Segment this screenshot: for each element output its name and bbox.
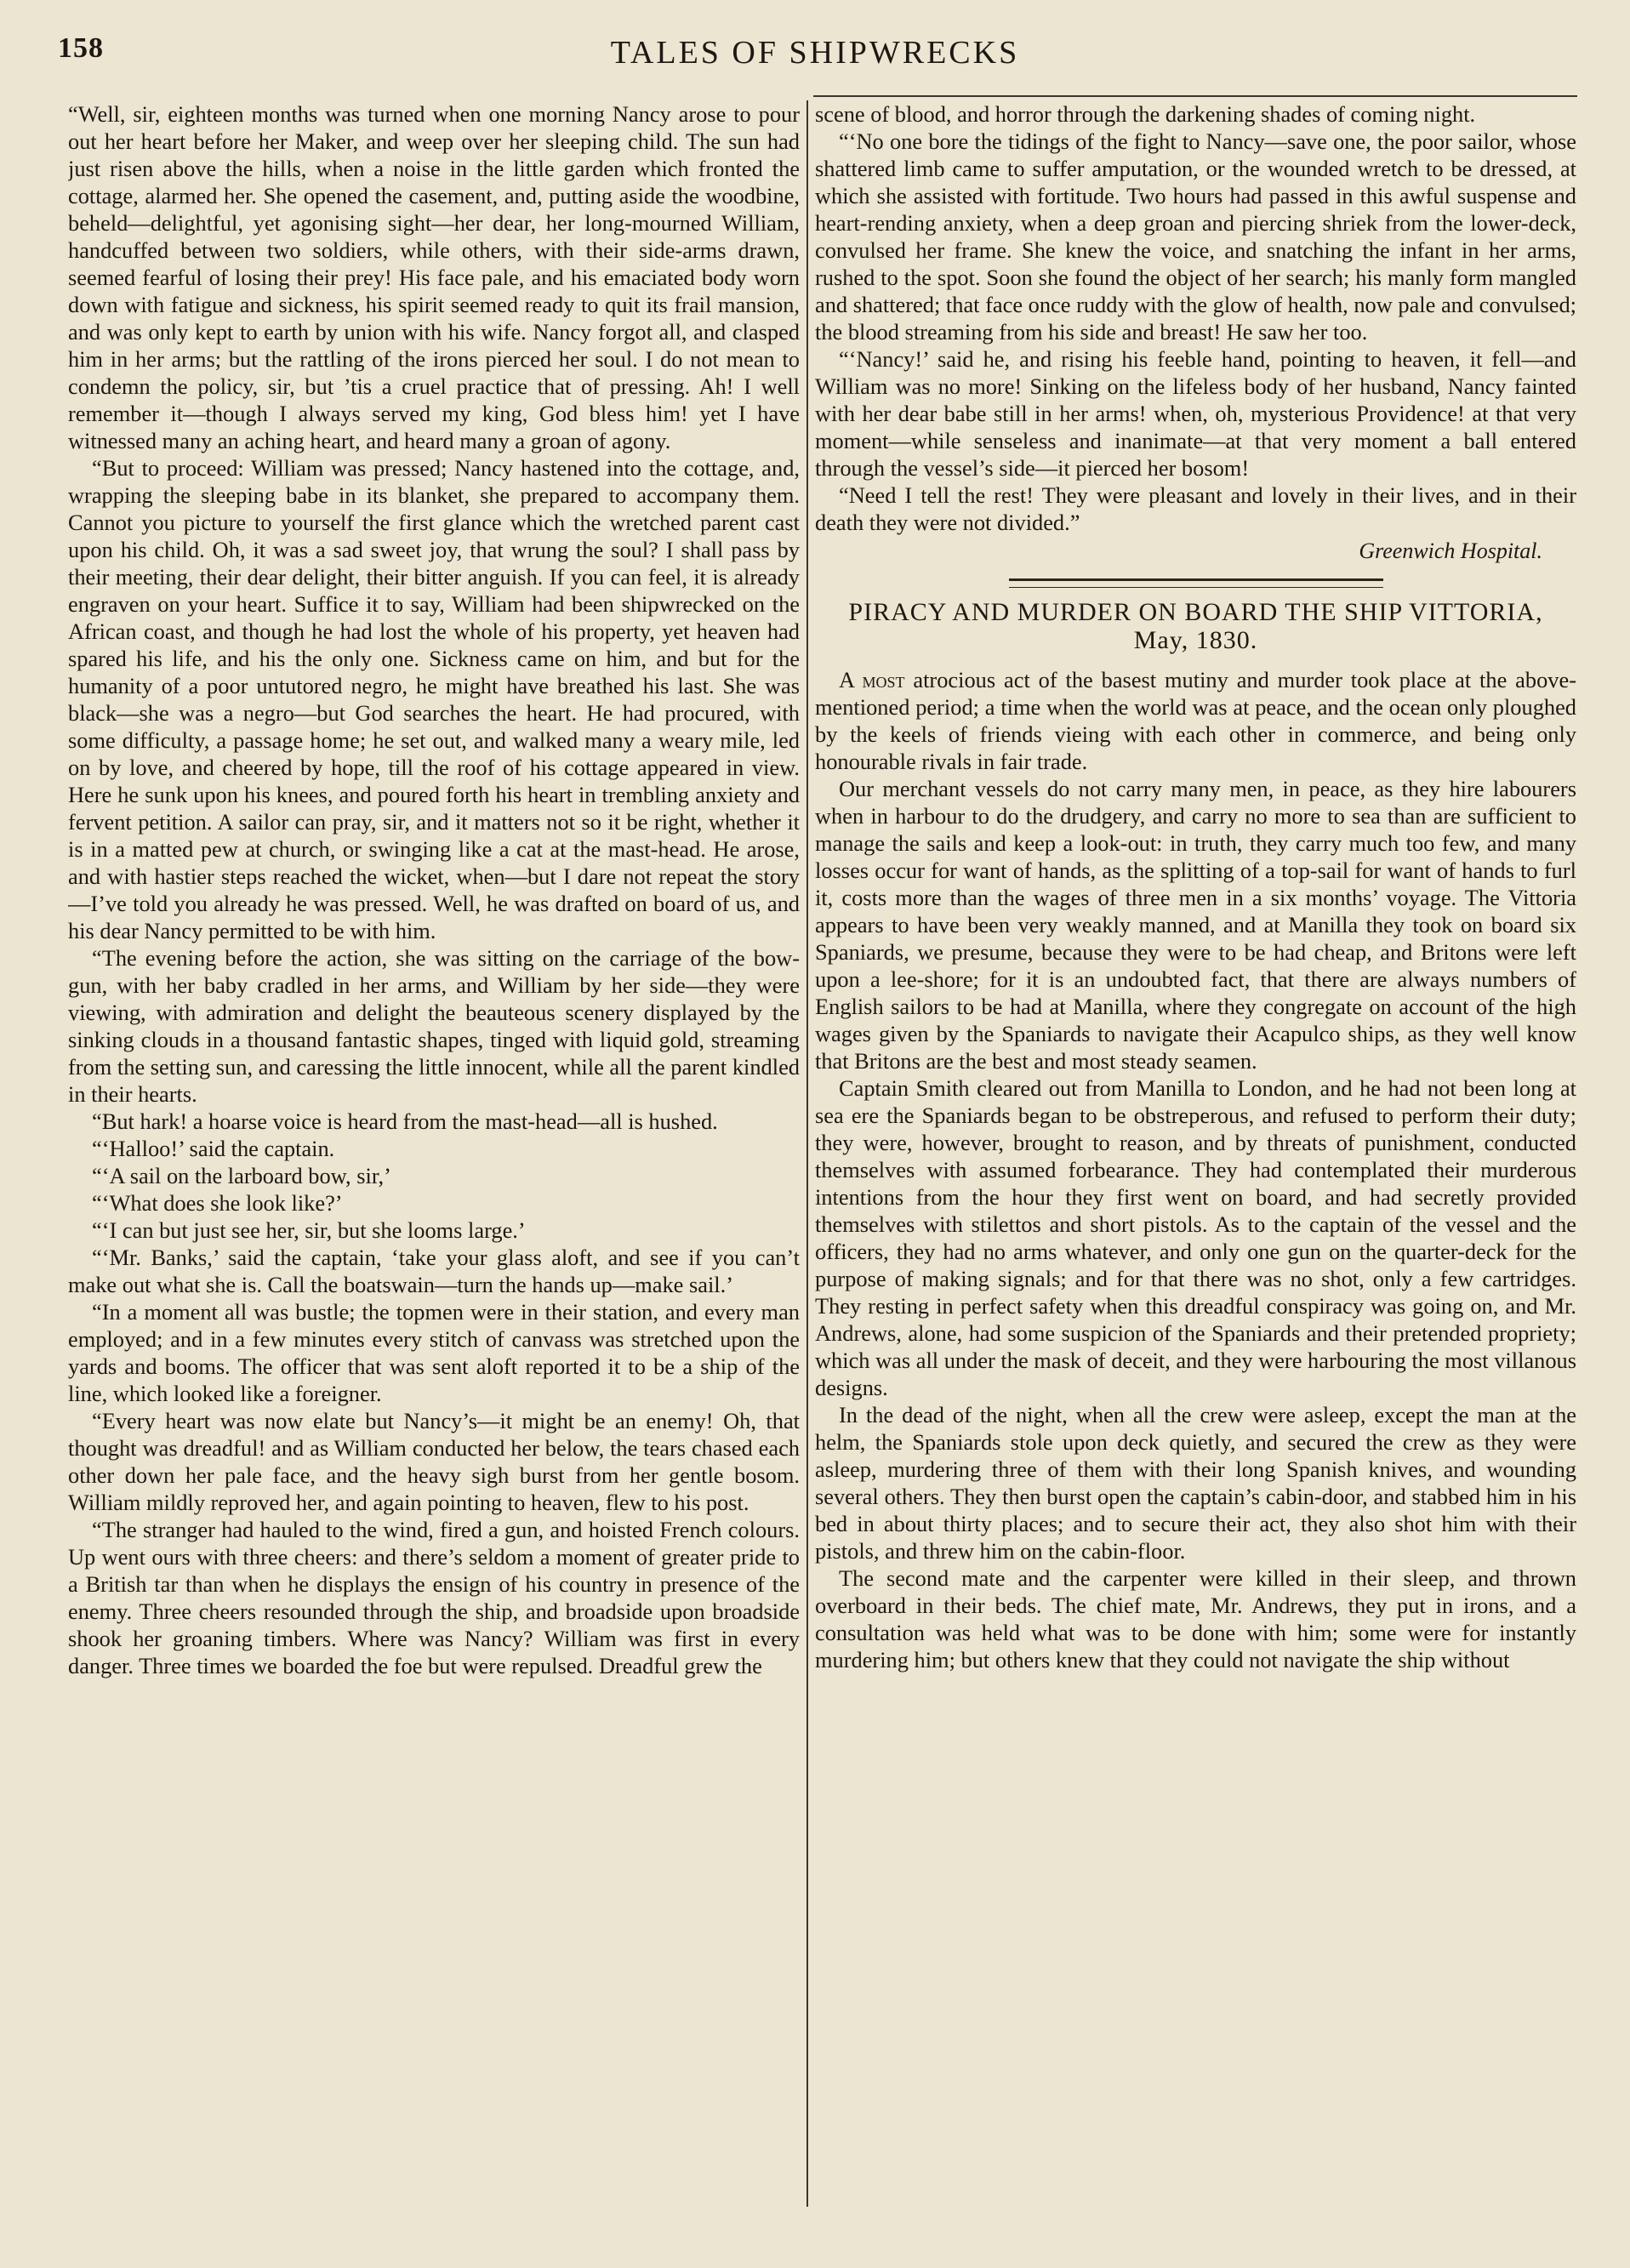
column-divider xyxy=(806,100,808,2207)
left-column xyxy=(68,100,800,2217)
dialogue-line: “‘A sail on the larboard bow, sir,’ xyxy=(92,1163,391,1188)
dialogue-line: “‘Mr. Banks,’ said the captain, ‘take your glass aloft, and see if you can’t make out what she is. Call the boatswain—turn the hands up—make sail.’ xyxy=(68,1245,800,1297)
story-paragraph: “The stranger had hauled to the wind, fired a gun, and hoisted French colours. Up went ours with three cheers: and there’s seldom a moment of greater pride to a British tar than when he displays the ensign of his country in presence of the enemy. Three cheers resounded through the ship, and broadside upon broadside shook her groaning timbers. Where was Nancy? William was first in every danger. Three times we boarded the foe but were repulsed. Dreadful grew the xyxy=(68,1517,800,1678)
story-paragraph: “Well, sir, eighteen months was turned when one morning Nancy arose to pour out her heart before her Maker, and weep over her sleeping child. The sun had just risen above the hills, when a noise in the little garden which fronted the cottage, alarmed her. She opened the casement, and, putting aside the woodbine, beheld—delightful, yet agonising sight—her dear, her long-mourned William, handcuffed between two soldiers, while others, with their side-arms drawn, seemed fearful of losing their prey! His face pale, and his emaciated body worn down with fatigue and sickness, his spirit seemed ready to quit its frail mansion, and was only kept to earth by union with his wife. Nancy forgot all, and clasped him in her arms; but the rattling of the irons pierced her soul. I do not mean to condemn the policy, sir, but ’tis a cruel practice that of pressing. Ah! I well remember it—though I always served my king, God bless him! yet I have witnessed many an aching heart, and heard many a groan of agony. xyxy=(68,101,800,453)
article-paragraph: Captain Smith cleared out from Manilla to London, and he had not been long at sea ere the Spaniards began to be obstreperous, and refused to perform their duty; they were, however, brought to reason, and by threats of punishment, conducted themselves with assumed forbearance. They had contemplated their murderous intentions from the hour they first went on board, and had secretly provided themselves with stilettos and short pistols. As to the captain of the vessel and the officers, they had no arms whatever, and only one gun on the quarter-deck for the purpose of making signals; and for that there was no shot, only a few cartridges. They resting in perfect safety when this dreadful conspiracy was going on, and Mr. Andrews, alone, had some suspicion of the Spaniards and their pretended propriety; which was all under the mask of deceit, and they were harbouring the most villanous designs. xyxy=(815,1075,1576,1400)
story-paragraph: “Need I tell the rest! They were pleasant and lovely in their lives, and in their death they were not divided.” xyxy=(815,482,1576,535)
dialogue-line: “‘Halloo!’ said the captain. xyxy=(92,1136,335,1161)
story-paragraph: “In a moment all was bustle; the topmen were in their station, and every man employed; and in a few minutes every stitch of canvass was stretched upon the yards and booms. The officer that was sent aloft reported it to be a ship of the line, which looked like a foreigner. xyxy=(68,1299,800,1406)
story-paragraph: “The evening before the action, she was sitting on the carriage of the bow-gun, with her baby cradled in her arms, and William by her side—they were viewing, with admiration and delight the beauteous scenery displayed by the sinking clouds in a thousand fantastic shapes, tinged with liquid gold, streaming from the setting sun, and caressing the little innocent, while all the parent kindled in their hearts. xyxy=(68,945,800,1107)
article-paragraph: The second mate and the carpenter were killed in their sleep, and thrown overboard in their beds. The chief mate, Mr. Andrews, they put in irons, and a consultation was held what was to be done with him; some were for instantly murdering him; but others knew that they could not navigate the ship without xyxy=(815,1565,1576,1673)
right-column xyxy=(815,100,1576,2217)
dialogue-line: “‘I can but just see her, sir, but she looms large.’ xyxy=(92,1217,526,1243)
story-paragraph: “‘No one bore the tidings of the fight to Nancy—save one, the poor sailor, whose shattered limb came to suffer amputation, or the wounded wretch to be dressed, at which she assisted with fortitude. Two hours had passed in this awful suspense and heart-rending anxiety, when a deep groan and piercing shriek from the lower-deck, convulsed her frame. She knew the voice, and snatching the infant in her arms, rushed to the spot. Soon she found the object of her search; his manly form mangled and shattered; that face once ruddy with the glow of health, now pale and convulsed; the blood streaming from his side and breast! He saw her too. xyxy=(815,128,1576,345)
story-paragraph: scene of blood, and horror through the darkening shades of coming night. xyxy=(815,101,1476,127)
section-divider xyxy=(1009,578,1383,588)
article-paragraph xyxy=(815,666,1576,775)
signature: Greenwich Hospital. xyxy=(1359,539,1542,563)
story-paragraph: “But hark! a hoarse voice is heard from the mast-head—all is hushed. xyxy=(92,1108,718,1134)
story-paragraph: “Every heart was now elate but Nancy’s—it might be an enemy! Oh, that thought was dreadful! and as William conducted her below, the tears chased each other down her pale face, and the heavy sigh burst from her gentle bosom. William mildly reproved her, and again pointing to heaven, flew to his post. xyxy=(68,1408,800,1515)
dialogue-line: “‘What does she look like?’ xyxy=(92,1190,343,1216)
running-title: TALES OF SHIPWRECKS xyxy=(610,35,1020,71)
article-paragraph: Our merchant vessels do not carry many men, in peace, as they hire labourers when in harbour to do the drudgery, and carry no more to sea than are sufficient to manage the sails and keep a look-out: in truth, they carry much too few, and many losses occur for want of hands, as the splitting of a top-sail for want of hands to furl it, costs more than the wages of three men in a six months’ voyage. The Vittoria appears to have been very weakly manned, and at Manilla they took on board six Spaniards, we presume, because they were to be had cheap, and Britons were left upon a lee-shore; for it is an undoubted fact, that there are always numbers of English sailors to be had at Manilla, where they congregate on account of the high wages given by the Spaniards to navigate their Acapulco ships, as they well know that Britons are the best and most steady seamen. xyxy=(815,776,1576,1074)
article-paragraph: In the dead of the night, when all the crew were asleep, except the man at the helm, the Spaniards stole upon deck quietly, and secured the crew as they were asleep, murdering three of them with their long Spanish knives, and wounding several others. They then burst open the captain’s cabin-door, and stabbed him in his bed in about thirty places; and to secure their act, they also shot him with their pistols, and threw him on the cabin-floor. xyxy=(815,1402,1576,1564)
article-paragraph-text: atrocious act of the basest mutiny and murder took place at the above-mentioned period; a time when the world was at peace, and the ocean only ploughed by the keels of friends vieing with each other in commerce, and being only honourable rivals in fair trade. xyxy=(815,667,1576,774)
story-paragraph: “But to proceed: William was pressed; Nancy hastened into the cottage, and, wrapping the sleeping babe in its blanket, she prepared to accompany them. Cannot you picture to yourself the first glance which the wretched parent cast upon his child. Oh, it was a sad sweet joy, that wrung the soul? I shall pass by their meeting, their dear delight, their bitter anguish. If you can feel, it is already engraven on your heart. Suffice it to say, William had been shipwrecked on the African coast, and though he had lost the whole of his property, yet heaven had spared his life, and his the only one. Sickness came on him, and but for the humanity of a poor untutored negro, he might have breathed his last. She was black—she was a negro—but God searches the heart. He had procured, with some difficulty, a passage home; he set out, and walked many a weary mile, led on by love, and cheered by hope, till the roof of his cottage appeared in view. Here he sunk upon his knees, and poured forth his heart in trembling anxiety and fervent petition. A sailor can pray, sir, and it matters not so it be right, whether it is in a matted pew at church, or swinging like a cat at the mast-head. He arose, and with hastier steps reached the wicket, when—but I dare not repeat the story—I’ve told you already he was pressed. Well, he was drafted on board of us, and his dear Nancy permitted to be with him. xyxy=(68,455,800,943)
opening-word: A most xyxy=(839,667,905,692)
header-rule xyxy=(813,95,1577,97)
story-paragraph: “‘Nancy!’ said he, and rising his feeble hand, pointing to heaven, it fell—and William was no more! Sinking on the lifeless body of her husband, Nancy fainted with her dear babe still in her arms! when, oh, mysterious Providence! at that very moment—while senseless and inanimate—at that very moment a ball entered through the vessel’s side—it pierced her bosom! xyxy=(815,346,1576,481)
page-number: 158 xyxy=(58,32,104,64)
article-title: PIRACY AND MURDER ON BOARD THE SHIP VITTORIA, May, 1830. xyxy=(848,598,1543,654)
